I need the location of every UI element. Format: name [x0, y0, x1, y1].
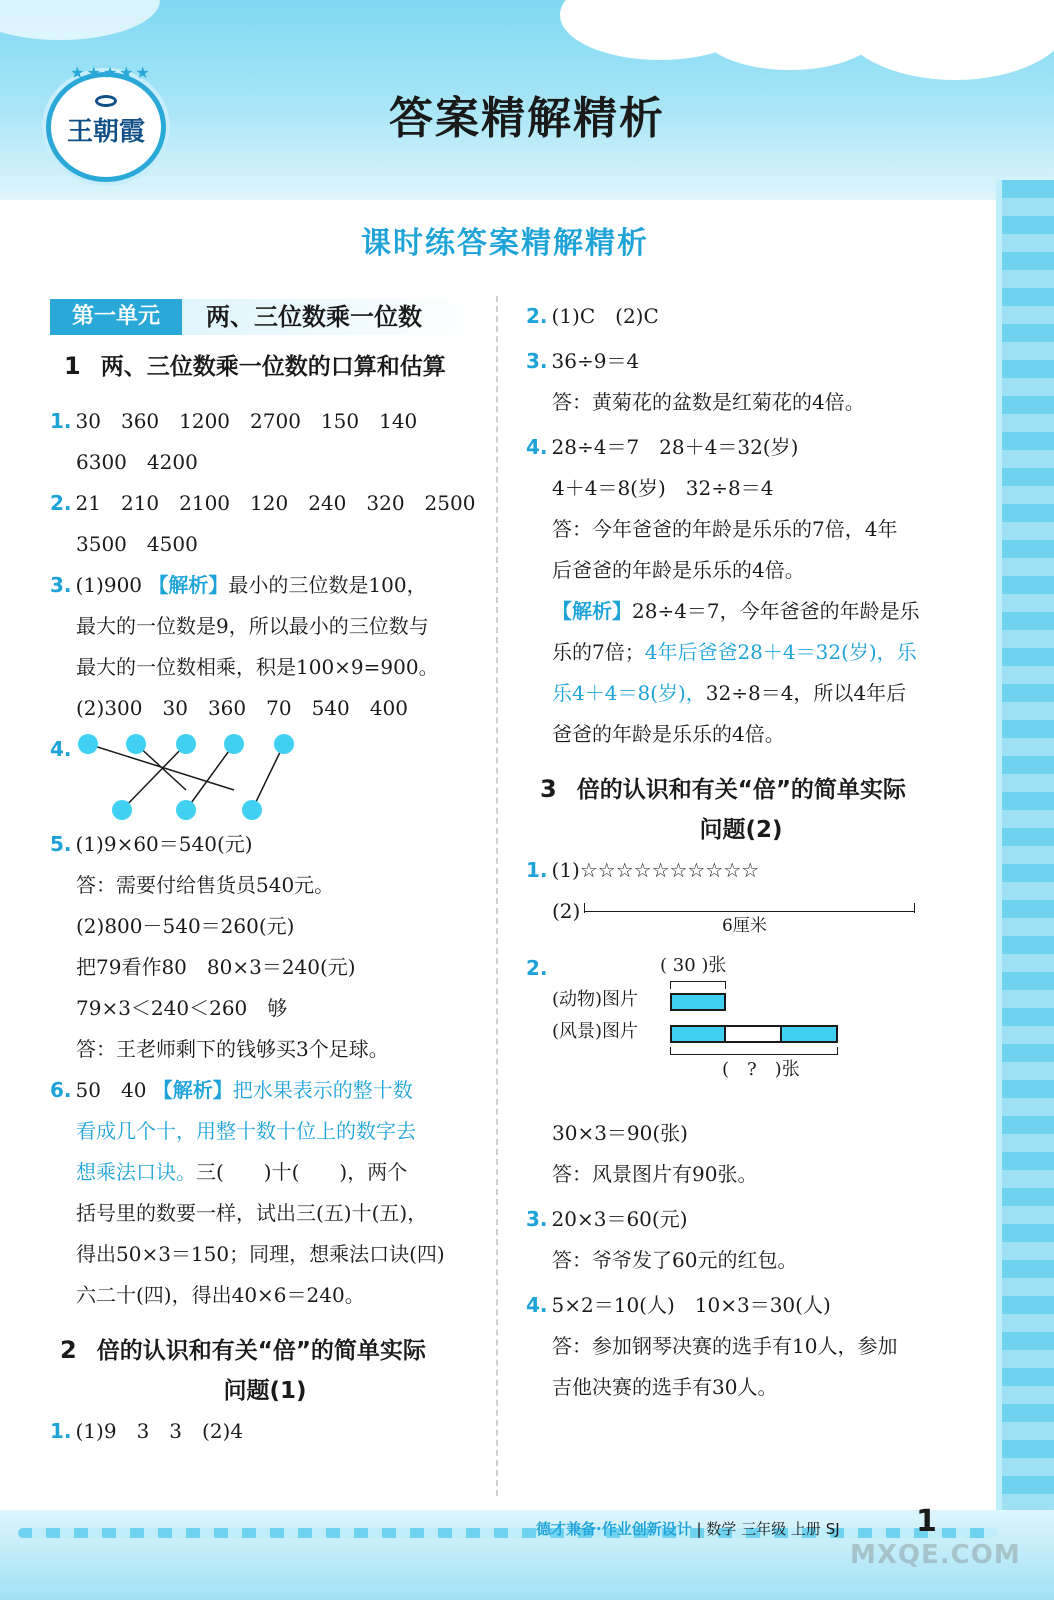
column-divider	[496, 296, 498, 1496]
answer-s3-1: 1. (1)☆☆☆☆☆☆☆☆☆☆	[526, 858, 760, 882]
answer-3: 3. (1)900 【解析】最小的三位数是100，	[50, 573, 427, 597]
watermark: MXQE.COM	[850, 1540, 1021, 1570]
answer-s3-3: 3. 20×3＝60(元)	[526, 1207, 688, 1231]
match-dot	[126, 734, 146, 754]
answer-4: 4.	[50, 737, 72, 761]
answer-s2-4: 4. 28÷4＝7 28＋4＝32(岁)	[526, 435, 799, 459]
segment-label: 6厘米	[722, 916, 767, 936]
answer-s2-1: 1. (1)9 3 3 (2)4	[50, 1419, 244, 1443]
right-column: 2. (1)C (2)C 3. 36÷9＝4 答：黄菊花的盆数是红菊花的4倍。 4. 28÷4＝7 28＋4＝32(岁) 4＋4＝8(岁) 32÷8＝4 答：今年爸爸的年龄是乐乐的7倍，4年 后爸爸的年龄是乐乐的4倍。 【解析】28÷4＝7，今年爸爸的年龄是乐 乐的7倍；4年后爸爸28＋4＝32(岁)，乐 乐4＋4＝8(岁)，32÷8＝4，所以4年后 爸爸的年龄是乐乐的4倍。 3 倍的认识和有关“倍”的简单实际 问题(2) 1. (1)☆☆☆☆☆☆☆☆☆☆ (2) 6厘米 2. ( 30 )张 (动物)图片 (风景)图片 ( ? )张 30×3＝90(张) 答：风景图片有90张。 3. 20×3＝60(元) 答：爷爷发了60元的红包。 4. 5×2＝10(人) 10×3＝30(人) 答：参加钢琴决赛的选手有10人，参加 吉他决赛的选手有30人。	[526, 296, 956, 1408]
footer-term: 上册	[790, 1520, 821, 1538]
answer-2: 2. 21 210 2100 120 240 320 2500	[50, 491, 476, 515]
match-dot	[112, 800, 132, 820]
footer-brand: 德才兼备·作业创新设计	[536, 1520, 692, 1538]
analysis-tag: 【解析】	[152, 1078, 233, 1102]
answer-6: 6. 50 40 【解析】把水果表示的整十数	[50, 1078, 413, 1102]
bar-scenery-2	[724, 1025, 782, 1043]
segment-line	[584, 911, 914, 912]
section-heading-3: 3 倍的认识和有关“倍”的简单实际	[540, 775, 906, 803]
bar-scenery-3	[780, 1025, 838, 1043]
section-heading-1: 1 两、三位数乘一位数的口算和估算	[64, 352, 446, 380]
match-dot	[176, 734, 196, 754]
footer-edition: SJ	[825, 1520, 840, 1538]
segment-diagram: (2) 6厘米	[526, 891, 956, 941]
matching-diagram	[78, 734, 480, 820]
answer-5: 5. (1)9×60＝540(元)	[50, 832, 253, 856]
answer-s2-2: 2. (1)C (2)C	[526, 304, 659, 328]
bar-scenery-1	[670, 1025, 726, 1043]
analysis-tag: 【解析】	[552, 599, 632, 623]
bar-animal	[670, 993, 726, 1011]
left-column: 第一单元 两、三位数乘一位数 1 两、三位数乘一位数的口算和估算 1. 30 360 1200 2700 150 140 6300 4200 2. 21 210 2100 120 240 320 2500 3500 4500 3. (1)900 【解析】最小的三位数是100， 最大的一位数是9，所以最小的三位数与 最大的一位数相乘，积是100×9=900。 (2)300 30 360 70 540 400 4. 5. (1)9×60＝540(元) 答：需要付给售货员540元。 (2)800－540＝260(元) 把79看作80 80×3＝240(元) 79×3＜240＜260 够 答：王老师剩下的钱够买3个足球。 6. 50 40 【解析】把水果表示的整十数 看成几个十，用整十数十位上的数字去 想乘法口诀。三( )十( )，两个 括号里的数要一样，试出三(五)十(五)， 得出50×3＝150；同理，想乘法口诀(四) 六二十(四)，得出40×6＝240。 2 倍的认识和有关“倍”的简单实际 问题(1) 1. (1)9 3 3 (2)4	[50, 296, 480, 1452]
answer-s2-3: 3. 36÷9＝4	[526, 349, 640, 373]
unit-badge: 第一单元	[50, 299, 182, 335]
logo-text: 王朝霞	[66, 117, 145, 147]
match-dot	[274, 734, 294, 754]
section-heading-2: 2 倍的认识和有关“倍”的简单实际	[60, 1336, 426, 1364]
footer-grade: 三年级	[741, 1520, 787, 1538]
bar-model-diagram: 2. ( 30 )张 (动物)图片 (风景)图片 ( ? )张	[526, 953, 956, 1113]
match-dot	[176, 800, 196, 820]
match-dot	[78, 734, 98, 754]
footer-subject: 数学	[706, 1520, 737, 1538]
section-subtitle: 课时练答案精解精析	[361, 226, 649, 261]
unit-banner	[50, 296, 480, 338]
match-dot	[242, 800, 262, 820]
answer-s3-4: 4. 5×2＝10(人) 10×3＝30(人)	[526, 1293, 831, 1317]
page-title: 答案精解精析	[389, 93, 665, 144]
answer-1: 1. 30 360 1200 2700 150 140	[50, 409, 418, 433]
analysis-tag: 【解析】	[148, 573, 229, 597]
decorative-wave	[18, 1528, 998, 1538]
stars-icon: ★★★★★	[70, 63, 152, 82]
header-banner	[0, 0, 1054, 200]
match-dot	[224, 734, 244, 754]
page-number: 1	[916, 1504, 937, 1539]
unit-name: 两、三位数乘一位数	[182, 299, 480, 335]
decorative-border-right	[996, 180, 1054, 1510]
page-footer: 德才兼备·作业创新设计 | 数学 三年级 上册 SJ	[536, 1520, 840, 1538]
